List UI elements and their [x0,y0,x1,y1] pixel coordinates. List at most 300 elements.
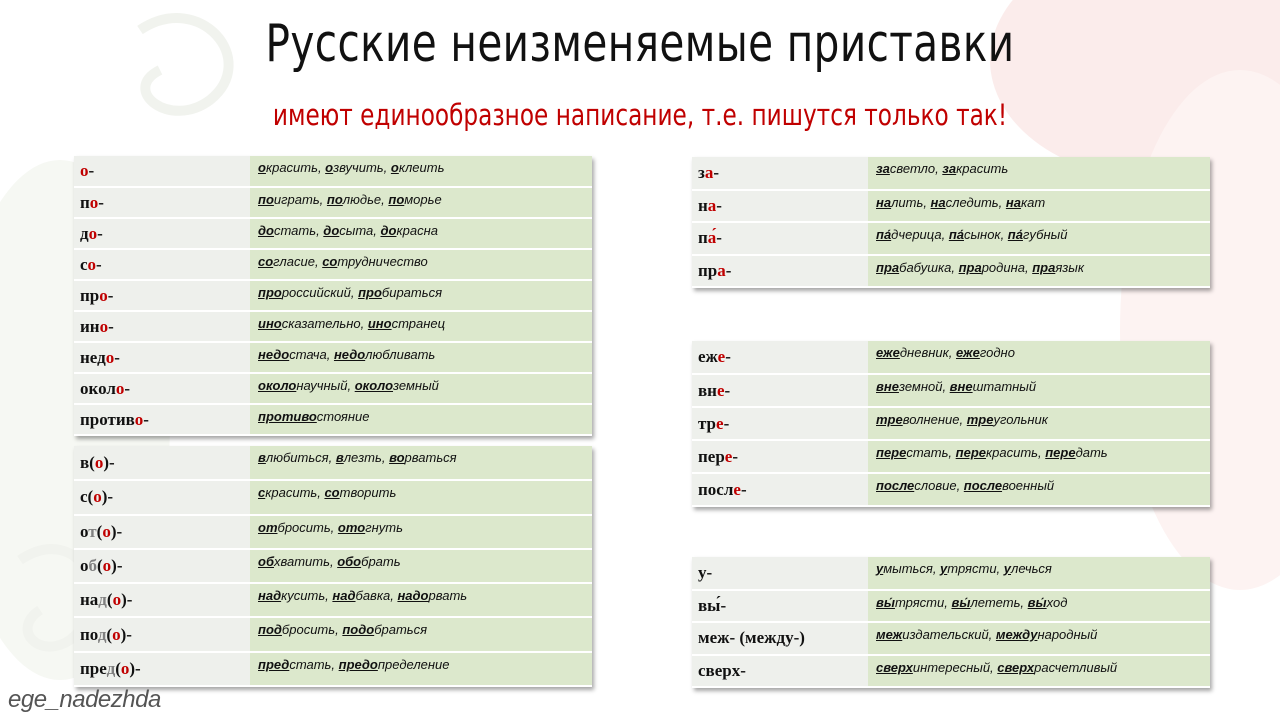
prefix-cell [74,652,250,686]
prefix-part: вн [698,380,717,400]
prefix-part: т [88,521,97,541]
prefix-part: - [732,446,739,466]
prefix-part: )- [129,658,141,678]
example-text: дчерица, [891,227,949,242]
prefix-part: ( [96,521,103,541]
prefix-cell [692,341,868,374]
example-text: волнение, [902,412,967,427]
example-text: лететь, [970,594,1028,610]
example-prefix: вы́ [1027,594,1047,610]
example-prefix: па́ [948,227,964,242]
example-prefix: со [324,485,340,501]
prefix-cell [74,583,250,617]
table-row [74,446,592,480]
prefix-vowel: о [93,487,102,507]
prefix-cell [74,280,250,311]
example-text: трясти, [894,594,952,610]
table-row [692,622,1210,655]
example-prefix: вне [876,379,899,394]
example-text: сыта, [339,223,381,238]
example-prefix: пра [1032,259,1056,275]
examples-cell [250,404,592,435]
example-text: красить, [265,485,325,501]
example-text: бабушка, [899,259,959,275]
prefix-part: - [725,347,731,366]
prefix-cell [692,374,868,407]
example-text: любиться, [265,450,336,465]
prefix-vowel: о [115,378,125,398]
prefix-cell [74,480,250,514]
prefix-table-2 [74,446,592,687]
example-prefix: противо [258,409,317,424]
example-prefix: над [258,588,282,604]
example-prefix: па́ [876,227,892,242]
example-text: лезть, [343,450,390,465]
prefix-part: - [740,479,747,499]
example-text: сынок, [963,227,1008,242]
table-row [692,440,1210,473]
examples-cell [250,373,592,404]
prefix-cell [74,549,250,583]
example-text: сказательно, [281,316,368,331]
example-prefix: пра [958,259,982,275]
example-prefix: у [1003,561,1012,576]
example-prefix: вне [949,379,973,394]
prefix-vowel: а [704,162,714,182]
examples-cell [868,473,1210,506]
prefix-part: с( [80,487,94,507]
example-prefix: за [942,161,957,176]
table-row [74,480,592,514]
table-row [692,222,1210,255]
prefix-part: пер [698,446,725,466]
prefix-part: в( [80,452,95,472]
prefix-part: ( [97,556,103,576]
example-prefix: от [258,519,278,535]
prefix-vowel: о [94,452,104,472]
examples-cell [250,249,592,280]
example-prefix: вы́ [876,594,895,610]
example-text: стояние [316,409,370,424]
prefix-part: пре [80,658,107,678]
example-prefix: подо [342,622,375,638]
prefix-part: пр [80,285,100,305]
prefix-part: - [723,413,730,433]
prefix-part: - [716,195,722,215]
examples-cell [250,446,592,480]
example-prefix: обо [337,553,362,569]
table-row [692,557,1210,590]
example-text: губный [1022,227,1068,242]
prefix-part: пр [698,260,718,280]
example-prefix: пред [258,656,290,672]
example-text: стать, [906,445,956,460]
prefix-cell [692,222,868,255]
example-text: пределение [377,656,450,672]
prefix-part: з [698,162,705,182]
example-prefix: со [258,254,274,269]
examples-cell [250,187,592,218]
prefix-table-3 [692,157,1210,288]
table-row [692,374,1210,407]
table-row [74,342,592,373]
prefix-part: посл [698,479,734,499]
prefix-cell [692,473,868,506]
examples-cell [868,190,1210,223]
prefix-part: б [88,556,97,576]
examples-cell [250,218,592,249]
prefix-vowel: о [88,223,98,243]
prefix-vowel: о [120,658,130,678]
prefix-table-4 [692,341,1210,507]
examples-cell [250,342,592,373]
example-text: народный [1037,627,1098,642]
prefix-vowel: е [717,347,726,366]
prefix-vowel: о [99,316,109,336]
prefix-vowel: о [112,624,121,644]
example-text: любливать [365,347,436,362]
example-prefix: в [335,450,344,465]
example-prefix: недо [258,347,290,362]
table-row [74,404,592,435]
prefix-part: нед [80,347,106,367]
example-prefix: после [963,478,1003,493]
prefix-vowel: а [717,260,726,280]
examples-cell [250,515,592,549]
prefix-part: - [143,409,149,429]
prefix-part: меж- (между-) [698,628,805,648]
prefix-vowel: о [134,409,144,429]
example-text: светло, [889,161,943,176]
prefix-part: д [98,590,107,610]
prefix-cell [692,157,868,190]
table-row [692,190,1210,223]
table-row [74,218,592,249]
table-row [74,652,592,686]
examples-cell [868,407,1210,440]
prefix-part: н [698,195,708,215]
example-text: рвать [428,588,468,604]
example-prefix: в [258,450,266,465]
example-prefix: под [258,622,282,638]
prefix-part: тр [698,413,717,433]
prefix-part: д [97,624,107,644]
example-text: людье, [342,192,389,207]
watermark: ege_nadezhda [8,686,161,713]
example-text: лечься [1011,561,1052,576]
prefix-vowel: о [102,521,111,541]
example-prefix: сверх [997,659,1035,675]
prefix-table-1 [74,156,592,436]
prefix-part: )- [103,452,115,472]
example-text: хватить, [274,553,338,569]
prefix-part: вы́- [698,595,727,615]
table-row [74,187,592,218]
prefix-cell [692,407,868,440]
example-prefix: пра [876,259,900,275]
prefix-part: - [97,223,103,243]
prefix-vowel: а [707,195,717,215]
prefix-part: ( [115,658,121,678]
prefix-part: )- [110,521,123,541]
prefix-part: о [80,556,89,576]
example-prefix: об [258,553,274,569]
example-prefix: по [258,192,274,207]
prefix-vowel: о [87,254,97,274]
example-text: штатный [972,379,1037,394]
example-prefix: о [258,160,266,175]
example-prefix: тре [966,412,994,427]
prefix-vowel: е [716,413,724,433]
prefix-part: сверх- [698,660,746,680]
example-text: браться [374,622,428,638]
table-row [692,157,1210,190]
example-prefix: на [930,194,946,210]
table-row [692,473,1210,506]
example-text: словие, [914,478,964,493]
prefix-part: против [80,409,135,429]
prefix-part: - [713,162,720,182]
prefix-cell [74,373,250,404]
example-text: рваться [404,450,457,465]
example-prefix: про [258,285,282,300]
prefix-part: - [114,347,120,367]
prefix-part: по [80,624,98,644]
example-text: красна [396,223,438,238]
example-text: интересный, [912,659,998,675]
examples-cell [250,583,592,617]
example-text: мыться, [883,561,941,576]
prefix-cell [74,404,250,435]
prefix-part: - [107,285,114,305]
example-prefix: до [323,223,340,238]
example-prefix: ино [367,316,392,331]
prefix-cell [692,590,868,623]
table-row [74,280,592,311]
prefix-part: - [96,254,102,274]
examples-cell [868,440,1210,473]
table-row [692,655,1210,688]
table-row [74,515,592,549]
example-text: научный, [296,378,355,393]
example-text: ход [1046,594,1068,610]
prefix-part: )- [111,556,123,576]
prefix-part: )- [120,624,132,644]
example-text: бавка, [355,588,398,604]
example-text: годно [979,345,1015,360]
example-text: творить [339,485,397,501]
prefix-cell [74,617,250,651]
example-prefix: сверх [876,659,913,675]
examples-cell [868,157,1210,190]
prefix-part: - [98,192,104,212]
prefix-vowel: е [733,479,741,499]
examples-cell [868,557,1210,590]
example-prefix: со [322,254,338,269]
examples-cell [868,222,1210,255]
example-prefix: с [258,485,266,501]
example-prefix: о [390,160,399,175]
examples-cell [250,480,592,514]
example-prefix: недо [333,347,366,362]
example-prefix: на [876,194,892,210]
example-prefix: вы́ [951,594,971,610]
table-row [692,341,1210,374]
prefix-part: )- [101,487,114,507]
table-row [692,407,1210,440]
prefix-vowel: о [80,161,89,180]
example-prefix: до [258,223,274,238]
example-prefix: ино [258,316,282,331]
prefix-part: - [124,378,131,398]
prefix-cell [74,218,250,249]
table-row [692,255,1210,288]
example-text: российский, [281,285,359,300]
table-row [74,617,592,651]
examples-cell [868,341,1210,374]
example-text: родина, [981,259,1033,275]
prefix-cell [74,446,250,480]
examples-cell [250,280,592,311]
examples-cell [868,655,1210,688]
example-text: бросить, [277,519,338,535]
example-text: бираться [381,285,443,300]
example-prefix: пере [1045,445,1076,460]
example-text: земной, [898,379,950,394]
prefix-cell [74,187,250,218]
example-prefix: за [876,161,890,176]
prefix-part: - [724,380,731,400]
prefix-part: - [108,316,114,336]
example-text: стать, [289,656,339,672]
example-text: лить, [891,194,931,210]
prefix-cell [74,311,250,342]
prefix-part: - [88,161,95,180]
examples-cell [868,374,1210,407]
example-prefix: над [332,588,356,604]
prefix-part: с [80,254,88,274]
example-text: дневник, [899,345,956,360]
prefix-vowel: о [105,347,115,367]
example-prefix: во [389,450,405,465]
example-prefix: у [876,561,884,576]
prefix-part: еж [698,347,718,366]
example-prefix: пере [876,445,907,460]
prefix-part: д [106,658,116,678]
example-text: кат [1020,194,1046,210]
prefix-vowel: о [112,590,122,610]
table-row [74,373,592,404]
example-prefix: до [380,223,397,238]
example-prefix: по [388,192,405,207]
prefix-part: п [698,228,708,248]
page-title: Русские неизменяемые приставки [265,14,1015,74]
prefix-vowel: о [99,285,108,305]
example-prefix: около [354,378,394,393]
prefix-cell [692,557,868,590]
prefix-part: д [80,223,89,243]
prefix-vowel: о [89,192,99,212]
example-prefix: предо [338,656,378,672]
example-text: издательский, [902,627,996,642]
prefix-cell [74,515,250,549]
example-prefix: на [1005,194,1021,210]
prefix-cell [74,249,250,280]
example-text: гласие, [273,254,323,269]
prefix-part: - [725,260,732,280]
examples-cell [250,156,592,187]
example-text: красить [956,161,1009,176]
prefix-part: о [80,521,89,541]
table-row [74,311,592,342]
prefix-part: у- [698,562,713,582]
example-prefix: пере [955,445,986,460]
example-text: расчетливый [1034,659,1118,675]
example-text: трясти, [947,561,1004,576]
example-text: гнуть [365,519,403,535]
table-row [74,156,592,187]
examples-cell [250,549,592,583]
prefix-vowel: о [102,556,112,576]
prefix-cell [692,190,868,223]
example-prefix: между [995,627,1038,642]
example-text: следить, [945,194,1006,210]
example-prefix: ото [337,519,366,535]
prefix-part: на [80,590,99,610]
example-prefix: по [326,192,343,207]
example-text: брать [361,553,401,569]
prefix-cell [692,655,868,688]
prefix-part: )- [121,590,133,610]
example-prefix: у [940,561,948,576]
example-prefix: па́ [1007,227,1023,242]
example-prefix: надо [397,588,429,604]
examples-cell [250,617,592,651]
example-text: угольник [993,412,1048,427]
table-row [692,590,1210,623]
example-prefix: около [258,378,297,393]
example-prefix: тре [876,412,903,427]
example-text: кусить, [281,588,333,604]
example-text: красить, [265,160,326,175]
example-text: стать, [273,223,324,238]
prefix-part: ( [106,624,113,644]
example-text: морье [404,192,442,207]
prefix-table-5 [692,557,1210,688]
examples-cell [250,652,592,686]
prefix-cell [74,342,250,373]
example-text: звучить, [333,160,391,175]
prefix-part: - [716,228,722,248]
prefix-part: ( [106,590,113,610]
example-text: бросить, [281,622,343,638]
example-text: военный [1002,478,1055,493]
example-text: дать [1075,445,1108,460]
examples-cell [868,255,1210,288]
example-text: язык [1055,259,1085,275]
table-row [74,583,592,617]
prefix-part: ин [80,316,100,336]
example-prefix: про [358,285,382,300]
example-text: трудничество [337,254,428,269]
prefix-cell [692,440,868,473]
examples-cell [868,590,1210,623]
prefix-cell [74,156,250,187]
page-subtitle: имеют единообразное написание, т.е. пишутся только так! [272,98,1008,132]
examples-cell [868,622,1210,655]
example-text: красить, [986,445,1046,460]
prefix-cell [692,255,868,288]
